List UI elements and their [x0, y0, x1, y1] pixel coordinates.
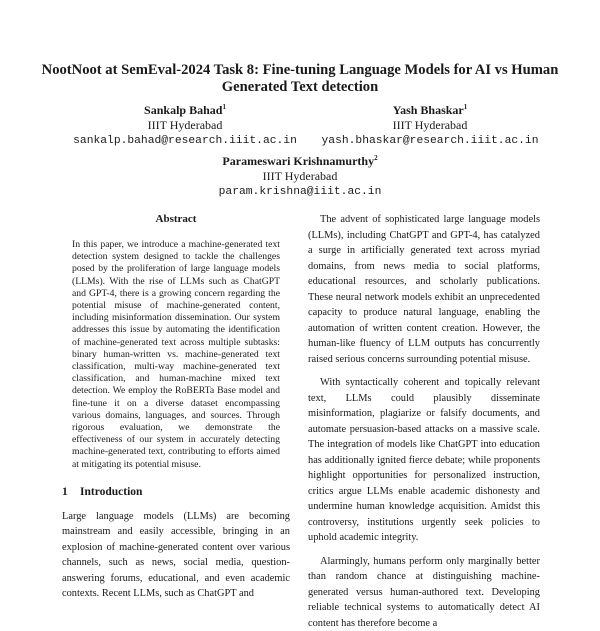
author-email[interactable]: sankalp.bahad@research.iiit.ac.in — [55, 133, 315, 149]
body-paragraph: With syntactically coherent and topically relevant text, LLMs could plausibly disseminate misinformation, plagiarize or falsify documents, and automate persuasion-based attacks on a massive scale. The integration of models like ChatGPT into education has additionally ignited fierce debate; while proponents highlight opportunities for personalized instruction, critics argue LLMs enable academic dishonesty and undermine human knowledge acquisition. Amidst this controversy, institutions urgently seek policies to uphold academic integrity. — [308, 375, 540, 546]
author-email[interactable]: param.krishna@iiit.ac.in — [180, 184, 420, 200]
right-column — [308, 212, 540, 631]
author-block-3 — [180, 151, 420, 200]
author-name: Sankalp Bahad$^1$ — [55, 100, 315, 118]
author-name: Parameswari Krishnamurthy$^2$ — [180, 151, 420, 169]
abstract-heading: Abstract — [62, 212, 290, 226]
introduction-heading: 1 Introduction — [62, 485, 290, 499]
paper-title: NootNoot at SemEval-2024 Task 8: Fine-tuning Language Models for AI vs Human Generated Text detection — [40, 62, 560, 96]
body-paragraph: Alarmingly, humans perform only marginally better than random chance at distinguishing machine-generated versus human-authored text. Developing reliable technical systems to automatically detect AI content has therefore become a — [308, 554, 540, 631]
left-column — [62, 212, 290, 602]
author-affiliation: IIIT Hyderabad — [180, 169, 420, 184]
author-affiliation: IIIT Hyderabad — [55, 118, 315, 133]
introduction-paragraph: Large language models (LLMs) are becoming mainstream and easily accessible, bringing in an explosion of machine-generated content over various channels, such as news, social media, question-answering forums, educational, and even academic contexts. Recent LLMs, such as ChatGPT and — [62, 509, 290, 602]
author-block-1 — [55, 100, 315, 149]
author-affiliation: IIIT Hyderabad — [300, 118, 560, 133]
body-paragraph: The advent of sophisticated large language models (LLMs), including ChatGPT and GPT-4, has catalyzed a surge in artificially generated text across myriad domains, from news media to social platforms, educational resources, and scholarly publications. These neural network models exhibit an unprecedented capacity to produce natural language, enabling the automation of written content creation. However, the human-like fluency of LLM outputs has concurrently raised serious concerns surrounding potential misuse. — [308, 212, 540, 367]
abstract-text: In this paper, we introduce a machine-generated text detection system designed to tackle the challenges posed by the proliferation of large language models (LLMs). With the rise of LLMs such as ChatGPT and GPT-4, there is a growing concern regarding the potential misuse of machine-generated content, including misinformation dissemination. Our system addresses this issue by automating the identification of machine-generated text across multiple subtasks: binary human-written vs. machine-generated text classification, multi-way machine-generated text classification, and human-machine mixed text detection. We employ the RoBERTa Base model and fine-tune it on a diverse dataset encompassing various domains, languages, and sources. Through rigorous evaluation, we demonstrate the effectiveness of our system in accurately detecting machine-generated text, contributing to efforts aimed at mitigating its potential misuse. — [62, 239, 290, 471]
author-block-2 — [300, 100, 560, 149]
author-name: Yash Bhaskar$^1$ — [300, 100, 560, 118]
author-email[interactable]: yash.bhaskar@research.iiit.ac.in — [300, 133, 560, 149]
